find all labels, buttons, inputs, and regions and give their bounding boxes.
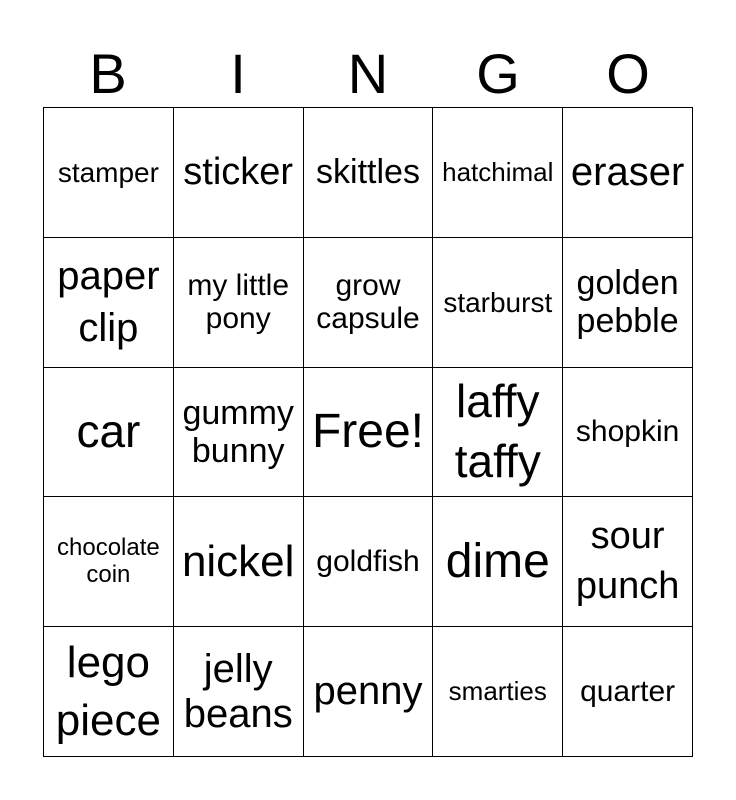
bingo-cell[interactable] bbox=[44, 497, 174, 627]
bingo-cell[interactable] bbox=[563, 368, 693, 498]
bingo-cell[interactable] bbox=[304, 238, 434, 368]
cell-label: nickel bbox=[181, 537, 295, 587]
header-letter-i: I bbox=[230, 42, 246, 105]
bingo-cell[interactable] bbox=[174, 238, 304, 368]
bingo-cell[interactable] bbox=[44, 627, 174, 757]
cell-label: grow capsule bbox=[316, 268, 420, 336]
bingo-cell[interactable] bbox=[563, 627, 693, 757]
bingo-cell[interactable] bbox=[433, 497, 563, 627]
bingo-cell[interactable] bbox=[304, 627, 434, 757]
header-letter-n: N bbox=[347, 42, 389, 105]
cell-label: hatchimal bbox=[442, 156, 554, 187]
bingo-cell[interactable] bbox=[44, 238, 174, 368]
bingo-header bbox=[43, 40, 693, 108]
bingo-cell[interactable] bbox=[174, 108, 304, 238]
cell-label: dime bbox=[445, 534, 550, 588]
bingo-cell[interactable] bbox=[174, 497, 304, 627]
cell-label: starburst bbox=[443, 286, 553, 318]
bingo-cell[interactable] bbox=[433, 368, 563, 498]
header-letter-g: G bbox=[476, 42, 520, 105]
cell-label: goldfish bbox=[316, 544, 420, 578]
cell-label: my little pony bbox=[187, 268, 290, 336]
header-letter-b: B bbox=[89, 42, 127, 105]
header-letter-o: O bbox=[606, 42, 650, 105]
bingo-cell[interactable] bbox=[44, 108, 174, 238]
cell-label: paper clip bbox=[57, 254, 160, 351]
cell-label: golden pebble bbox=[576, 264, 679, 341]
cell-label: penny bbox=[313, 669, 423, 714]
bingo-cell[interactable] bbox=[563, 497, 693, 627]
cell-label: eraser bbox=[570, 150, 685, 194]
bingo-cell[interactable] bbox=[433, 108, 563, 238]
cell-label: lego piece bbox=[55, 638, 161, 745]
cell-label: jelly beans bbox=[183, 646, 293, 736]
free-space-label: Free! bbox=[311, 405, 424, 459]
bingo-cell[interactable] bbox=[44, 368, 174, 498]
cell-label: chocolate coin bbox=[57, 533, 160, 588]
cell-label: laffy taffy bbox=[454, 375, 541, 487]
bingo-card-grid bbox=[43, 107, 693, 757]
cell-label: sticker bbox=[183, 151, 294, 194]
free-space-cell[interactable] bbox=[304, 368, 434, 498]
bingo-cell[interactable] bbox=[174, 368, 304, 498]
cell-label: quarter bbox=[580, 674, 676, 708]
bingo-cell[interactable] bbox=[433, 238, 563, 368]
cell-label: smarties bbox=[448, 676, 547, 707]
bingo-cell[interactable] bbox=[563, 108, 693, 238]
cell-label: sour punch bbox=[575, 515, 680, 607]
cell-label: shopkin bbox=[575, 415, 680, 449]
bingo-cell[interactable] bbox=[174, 627, 304, 757]
cell-label: skittles bbox=[316, 153, 420, 192]
bingo-cell[interactable] bbox=[433, 627, 563, 757]
bingo-cell[interactable] bbox=[304, 497, 434, 627]
bingo-cell[interactable] bbox=[304, 108, 434, 238]
cell-label: car bbox=[76, 405, 141, 458]
cell-label: gummy bunny bbox=[182, 393, 294, 470]
cell-label: stamper bbox=[57, 156, 159, 188]
bingo-cell[interactable] bbox=[563, 238, 693, 368]
